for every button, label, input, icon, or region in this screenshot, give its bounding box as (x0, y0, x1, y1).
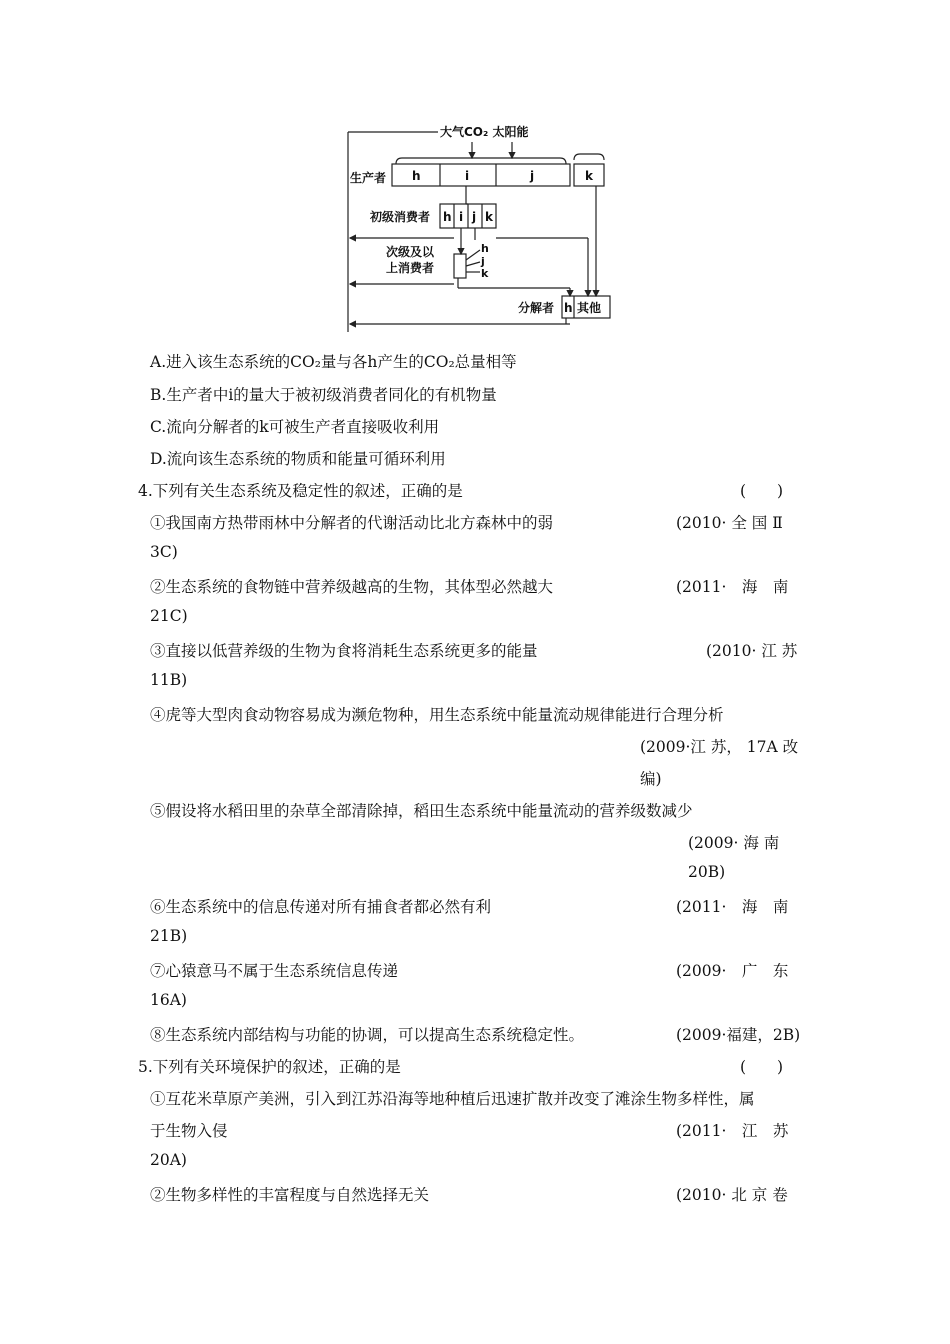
q3-option-c: C.流向分解者的k可被生产者直接吸收利用 (150, 418, 440, 436)
q4-item-7-cite-cont: 16A) (150, 991, 187, 1009)
producer-cell-h: h (412, 169, 421, 183)
q4-item-8: ⑧生态系统内部结构与功能的协调，可以提高生态系统稳定性。 (150, 1026, 585, 1044)
q5-item-1-cite: (2011· 江 苏 (676, 1122, 789, 1140)
primary-cell-k: k (485, 210, 493, 224)
producer-cell-i: i (465, 169, 470, 183)
producer-label: 生产者 (350, 171, 387, 185)
decomposer-cell-other: 其他 (577, 301, 602, 315)
decomposer-cell-h: h (564, 301, 573, 315)
q5-answer-blank: ( ) (740, 1058, 784, 1076)
q4-item-7: ⑦心猿意马不属于生态系统信息传递 (150, 962, 399, 980)
q5-item-1-cont: 于生物入侵 (150, 1122, 228, 1140)
q4-stem: 4.下列有关生态系统及稳定性的叙述，正确的是 (138, 482, 463, 500)
q4-item-2-cite: (2011· 海 南 (676, 578, 789, 596)
q5-item-2-cite: (2010· 北 京 卷 (676, 1186, 788, 1204)
q4-answer-blank: ( ) (740, 482, 784, 500)
diagram-top-label: 大气CO₂ 太阳能 (440, 125, 529, 139)
q4-item-7-cite: (2009· 广 东 (676, 962, 789, 980)
q4-item-1-cite: (2010· 全 国 Ⅱ (676, 514, 783, 532)
decomposer-label: 分解者 (518, 301, 555, 315)
q5-item-1: ①互花米草原产美洲，引入到江苏沿海等地种植后迅速扩散并改变了滩涂生物多样性，属 (150, 1090, 755, 1108)
q4-item-8-cite: (2009·福建，2B) (676, 1026, 801, 1044)
q3-option-a: A.进入该生态系统的CO₂量与各h产生的CO₂总量相等 (150, 353, 517, 371)
q4-item-4-cite: (2009·江 苏， 17A 改 (640, 738, 799, 756)
q4-item-4: ④虎等大型肉食动物容易成为濒危物种，用生态系统中能量流动规律能进行合理分析 (150, 706, 724, 724)
primary-label: 初级消费者 (370, 210, 431, 224)
secondary-label-2: 上消费者 (386, 261, 435, 275)
q4-item-3-cite-cont: 11B) (150, 671, 188, 689)
q4-item-1: ①我国南方热带雨林中分解者的代谢活动比北方森林中的弱 (150, 514, 554, 532)
q4-item-4-cite-cont: 编) (640, 770, 662, 788)
q4-item-2: ②生态系统的食物链中营养级越高的生物，其体型必然越大 (150, 578, 554, 596)
q3-option-d: D.流向该生态系统的物质和能量可循环利用 (150, 450, 446, 468)
q4-item-5-cite: (2009· 海 南 (688, 834, 780, 852)
primary-cell-i: i (459, 210, 464, 224)
energy-flow-diagram (330, 120, 620, 335)
q4-item-6: ⑥生态系统中的信息传递对所有捕食者都必然有利 (150, 898, 492, 916)
q5-item-2: ②生物多样性的丰富程度与自然选择无关 (150, 1186, 430, 1204)
q4-item-6-cite-cont: 21B) (150, 927, 188, 945)
producer-cell-j: j (530, 169, 535, 183)
q4-item-3-cite: (2010· 江 苏 (706, 642, 798, 660)
q4-item-3: ③直接以低营养级的生物为食将消耗生态系统更多的能量 (150, 642, 538, 660)
primary-cell-j: j (472, 210, 477, 224)
q4-item-5: ⑤假设将水稻田里的杂草全部清除掉，稻田生态系统中能量流动的营养级数减少 (150, 802, 693, 820)
q4-item-5-cite-cont: 20B) (688, 863, 726, 881)
primary-cell-h: h (443, 210, 452, 224)
q4-item-6-cite: (2011· 海 南 (676, 898, 789, 916)
secondary-cell-h: h (481, 242, 489, 255)
q5-stem: 5.下列有关环境保护的叙述，正确的是 (138, 1058, 401, 1076)
q3-option-b: B.生产者中i的量大于被初级消费者同化的有机物量 (150, 386, 497, 404)
producer-cell-k: k (585, 169, 593, 183)
q5-item-1-cite-cont: 20A) (150, 1151, 187, 1169)
secondary-cell-j: j (481, 255, 485, 268)
q4-item-2-cite-cont: 21C) (150, 607, 188, 625)
q4-item-1-cite-cont: 3C) (150, 543, 178, 561)
secondary-label-1: 次级及以 (386, 245, 435, 259)
secondary-cell-k: k (481, 267, 489, 280)
